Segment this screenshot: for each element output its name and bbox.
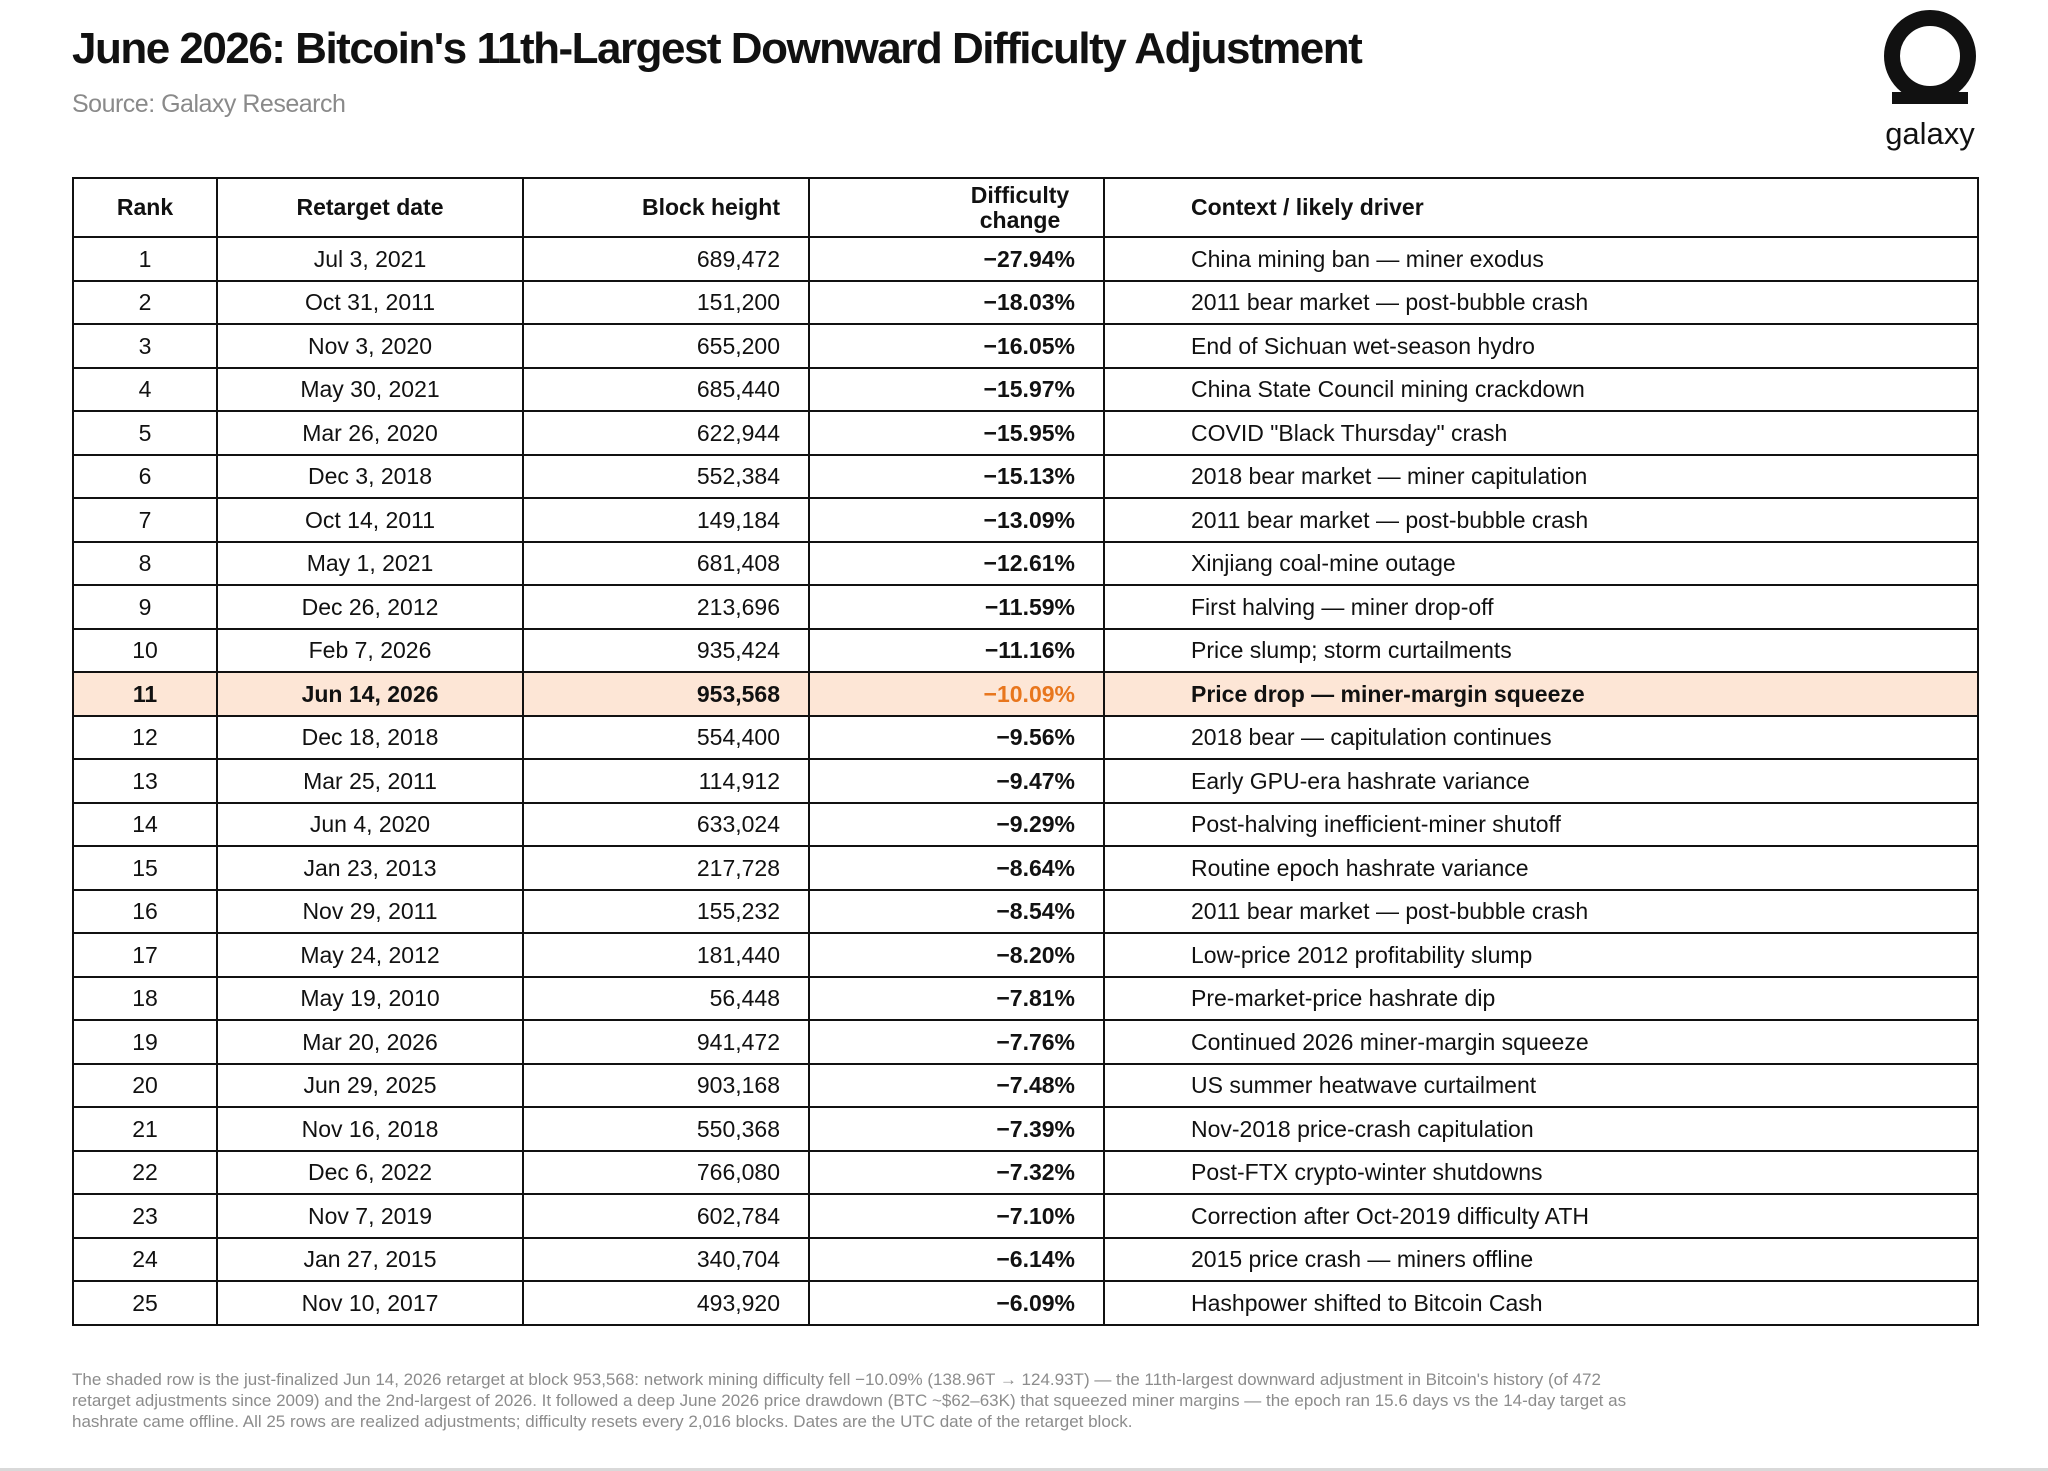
- table-row: [73, 1281, 1978, 1325]
- cell-context: 2011 bear market — post-bubble crash: [1104, 281, 1978, 325]
- cell-context: 2018 bear market — miner capitulation: [1104, 455, 1978, 499]
- cell-block-height: 554,400: [523, 716, 809, 760]
- cell-rank: 11: [73, 672, 217, 716]
- cell-context: Pre-market-price hashrate dip: [1104, 977, 1978, 1021]
- cell-rank: 12: [73, 716, 217, 760]
- table-row: [73, 281, 1978, 325]
- cell-context: Routine epoch hashrate variance: [1104, 846, 1978, 890]
- table-row: [73, 890, 1978, 934]
- cell-context: Nov-2018 price-crash capitulation: [1104, 1107, 1978, 1151]
- column-header-block: Block height: [523, 178, 809, 237]
- cell-block-height: 766,080: [523, 1151, 809, 1195]
- cell-date: Dec 26, 2012: [217, 585, 523, 629]
- cell-context: China mining ban — miner exodus: [1104, 237, 1978, 281]
- cell-date: Jan 27, 2015: [217, 1238, 523, 1282]
- cell-block-height: 681,408: [523, 542, 809, 586]
- cell-difficulty-change: −7.39%: [809, 1107, 1104, 1151]
- cell-difficulty-change: −12.61%: [809, 542, 1104, 586]
- table-row: [73, 716, 1978, 760]
- cell-date: Jun 14, 2026: [217, 672, 523, 716]
- cell-block-height: 935,424: [523, 629, 809, 673]
- table-row: [73, 1064, 1978, 1108]
- table-row: [73, 1151, 1978, 1195]
- cell-block-height: 550,368: [523, 1107, 809, 1151]
- table-header-row: [73, 178, 1978, 237]
- cell-context: 2011 bear market — post-bubble crash: [1104, 498, 1978, 542]
- cell-context: Early GPU-era hashrate variance: [1104, 759, 1978, 803]
- table-row: [73, 368, 1978, 412]
- cell-context: Xinjiang coal-mine outage: [1104, 542, 1978, 586]
- cell-difficulty-change: −8.54%: [809, 890, 1104, 934]
- table-row: [73, 498, 1978, 542]
- cell-rank: 7: [73, 498, 217, 542]
- cell-block-height: 151,200: [523, 281, 809, 325]
- logo-wordmark: galaxy: [1885, 116, 1975, 151]
- cell-date: Oct 31, 2011: [217, 281, 523, 325]
- cell-difficulty-change: −6.14%: [809, 1238, 1104, 1282]
- cell-date: May 1, 2021: [217, 542, 523, 586]
- cell-date: Dec 18, 2018: [217, 716, 523, 760]
- cell-date: Jul 3, 2021: [217, 237, 523, 281]
- source-note: Source: Galaxy Research: [72, 90, 346, 118]
- cell-date: May 30, 2021: [217, 368, 523, 412]
- cell-block-height: 217,728: [523, 846, 809, 890]
- table-row: [73, 1107, 1978, 1151]
- cell-block-height: 903,168: [523, 1064, 809, 1108]
- cell-context: First halving — miner drop-off: [1104, 585, 1978, 629]
- cell-block-height: 149,184: [523, 498, 809, 542]
- table-row: [73, 411, 1978, 455]
- cell-date: Oct 14, 2011: [217, 498, 523, 542]
- cell-difficulty-change: −7.48%: [809, 1064, 1104, 1108]
- cell-context: 2011 bear market — post-bubble crash: [1104, 890, 1978, 934]
- cell-date: Nov 29, 2011: [217, 890, 523, 934]
- cell-block-height: 622,944: [523, 411, 809, 455]
- table-row: [73, 977, 1978, 1021]
- cell-context: Price slump; storm curtailments: [1104, 629, 1978, 673]
- table-row: [73, 585, 1978, 629]
- cell-rank: 17: [73, 933, 217, 977]
- cell-difficulty-change: −11.16%: [809, 629, 1104, 673]
- cell-date: Nov 10, 2017: [217, 1281, 523, 1325]
- cell-block-height: 655,200: [523, 324, 809, 368]
- galaxy-logo: [1880, 10, 1980, 160]
- cell-block-height: 689,472: [523, 237, 809, 281]
- cell-rank: 25: [73, 1281, 217, 1325]
- cell-block-height: 340,704: [523, 1238, 809, 1282]
- table-row: [73, 933, 1978, 977]
- table-row: [73, 803, 1978, 847]
- cell-difficulty-change: −15.95%: [809, 411, 1104, 455]
- table-row: [73, 542, 1978, 586]
- cell-rank: 15: [73, 846, 217, 890]
- cell-context: Post-FTX crypto-winter shutdowns: [1104, 1151, 1978, 1195]
- cell-date: Mar 26, 2020: [217, 411, 523, 455]
- cell-rank: 24: [73, 1238, 217, 1282]
- cell-context: Hashpower shifted to Bitcoin Cash: [1104, 1281, 1978, 1325]
- cell-block-height: 602,784: [523, 1194, 809, 1238]
- cell-date: May 19, 2010: [217, 977, 523, 1021]
- cell-difficulty-change: −9.47%: [809, 759, 1104, 803]
- cell-difficulty-change: −9.56%: [809, 716, 1104, 760]
- cell-context: 2018 bear — capitulation continues: [1104, 716, 1978, 760]
- cell-date: Jun 4, 2020: [217, 803, 523, 847]
- difficulty-table: [72, 177, 1979, 1326]
- cell-context: COVID "Black Thursday" crash: [1104, 411, 1978, 455]
- cell-date: May 24, 2012: [217, 933, 523, 977]
- cell-difficulty-change: −10.09%: [809, 672, 1104, 716]
- cell-date: Jan 23, 2013: [217, 846, 523, 890]
- table-row: [73, 629, 1978, 673]
- table-row: [73, 237, 1978, 281]
- cell-rank: 8: [73, 542, 217, 586]
- cell-difficulty-change: −8.20%: [809, 933, 1104, 977]
- cell-date: Dec 6, 2022: [217, 1151, 523, 1195]
- cell-rank: 21: [73, 1107, 217, 1151]
- cell-rank: 9: [73, 585, 217, 629]
- cell-rank: 23: [73, 1194, 217, 1238]
- cell-block-height: 685,440: [523, 368, 809, 412]
- cell-rank: 10: [73, 629, 217, 673]
- column-header-rank: Rank: [73, 178, 217, 237]
- table-row: [73, 1194, 1978, 1238]
- cell-rank: 16: [73, 890, 217, 934]
- cell-difficulty-change: −27.94%: [809, 237, 1104, 281]
- cell-context: End of Sichuan wet-season hydro: [1104, 324, 1978, 368]
- cell-context: Price drop — miner-margin squeeze: [1104, 672, 1978, 716]
- cell-rank: 13: [73, 759, 217, 803]
- cell-difficulty-change: −7.10%: [809, 1194, 1104, 1238]
- cell-block-height: 493,920: [523, 1281, 809, 1325]
- cell-rank: 5: [73, 411, 217, 455]
- cell-block-height: 552,384: [523, 455, 809, 499]
- table-row: [73, 846, 1978, 890]
- cell-date: Mar 20, 2026: [217, 1020, 523, 1064]
- cell-context: Post-halving inefficient-miner shutoff: [1104, 803, 1978, 847]
- table-row: [73, 1020, 1978, 1064]
- column-header-date: Retarget date: [217, 178, 523, 237]
- cell-rank: 18: [73, 977, 217, 1021]
- cell-block-height: 633,024: [523, 803, 809, 847]
- cell-difficulty-change: −16.05%: [809, 324, 1104, 368]
- cell-context: US summer heatwave curtailment: [1104, 1064, 1978, 1108]
- cell-rank: 19: [73, 1020, 217, 1064]
- cell-date: Jun 29, 2025: [217, 1064, 523, 1108]
- table-row: [73, 324, 1978, 368]
- cell-date: Nov 3, 2020: [217, 324, 523, 368]
- cell-block-height: 114,912: [523, 759, 809, 803]
- column-header-difficulty-label: Difficulty change: [970, 182, 1070, 233]
- cell-date: Dec 3, 2018: [217, 455, 523, 499]
- galaxy-logo-icon: [1880, 10, 1980, 110]
- cell-block-height: 155,232: [523, 890, 809, 934]
- cell-date: Nov 16, 2018: [217, 1107, 523, 1151]
- cell-block-height: 941,472: [523, 1020, 809, 1064]
- cell-rank: 6: [73, 455, 217, 499]
- table-row: [73, 455, 1978, 499]
- cell-context: 2015 price crash — miners offline: [1104, 1238, 1978, 1282]
- cell-difficulty-change: −18.03%: [809, 281, 1104, 325]
- cell-block-height: 213,696: [523, 585, 809, 629]
- cell-rank: 2: [73, 281, 217, 325]
- cell-block-height: 953,568: [523, 672, 809, 716]
- cell-difficulty-change: −15.13%: [809, 455, 1104, 499]
- cell-rank: 14: [73, 803, 217, 847]
- column-header-context: Context / likely driver: [1104, 178, 1978, 237]
- cell-difficulty-change: −9.29%: [809, 803, 1104, 847]
- cell-context: Correction after Oct-2019 difficulty ATH: [1104, 1194, 1978, 1238]
- cell-difficulty-change: −11.59%: [809, 585, 1104, 629]
- table-row: [73, 1238, 1978, 1282]
- table-row-highlighted: [73, 672, 1978, 716]
- cell-difficulty-change: −15.97%: [809, 368, 1104, 412]
- cell-difficulty-change: −8.64%: [809, 846, 1104, 890]
- page-title: June 2026: Bitcoin's 11th-Largest Downward Difficulty Adjustment: [72, 24, 1362, 73]
- cell-difficulty-change: −7.81%: [809, 977, 1104, 1021]
- column-header-difficulty: [809, 178, 1104, 237]
- footnote: The shaded row is the just-finalized Jun 14, 2026 retarget at block 953,568: network mining difficulty fell −10.09% (138.96T → 124.93T) — the 11th-largest downward adjustment in Bitcoin's history (of 472 retarget adjustments since 2009) and the 2nd-largest of 2026. It followed a deep June 2026 price drawdown (BTC ~$62–63K) that squeezed miner margins — the epoch ran 15.6 days vs the 14-day target as hashrate came offline. All 25 rows are realized adjustments; difficulty resets every 2,016 blocks. Dates are the UTC date of the retarget block.: [72, 1370, 1627, 1431]
- cell-block-height: 181,440: [523, 933, 809, 977]
- table-row: [73, 759, 1978, 803]
- cell-rank: 4: [73, 368, 217, 412]
- cell-rank: 22: [73, 1151, 217, 1195]
- cell-context: Low-price 2012 profitability slump: [1104, 933, 1978, 977]
- cell-rank: 1: [73, 237, 217, 281]
- cell-difficulty-change: −7.76%: [809, 1020, 1104, 1064]
- cell-difficulty-change: −6.09%: [809, 1281, 1104, 1325]
- cell-date: Feb 7, 2026: [217, 629, 523, 673]
- cell-difficulty-change: −7.32%: [809, 1151, 1104, 1195]
- table-body: [73, 237, 1978, 1325]
- cell-context: Continued 2026 miner-margin squeeze: [1104, 1020, 1978, 1064]
- cell-date: Mar 25, 2011: [217, 759, 523, 803]
- cell-context: China State Council mining crackdown: [1104, 368, 1978, 412]
- cell-rank: 20: [73, 1064, 217, 1108]
- cell-difficulty-change: −13.09%: [809, 498, 1104, 542]
- cell-rank: 3: [73, 324, 217, 368]
- cell-block-height: 56,448: [523, 977, 809, 1021]
- cell-date: Nov 7, 2019: [217, 1194, 523, 1238]
